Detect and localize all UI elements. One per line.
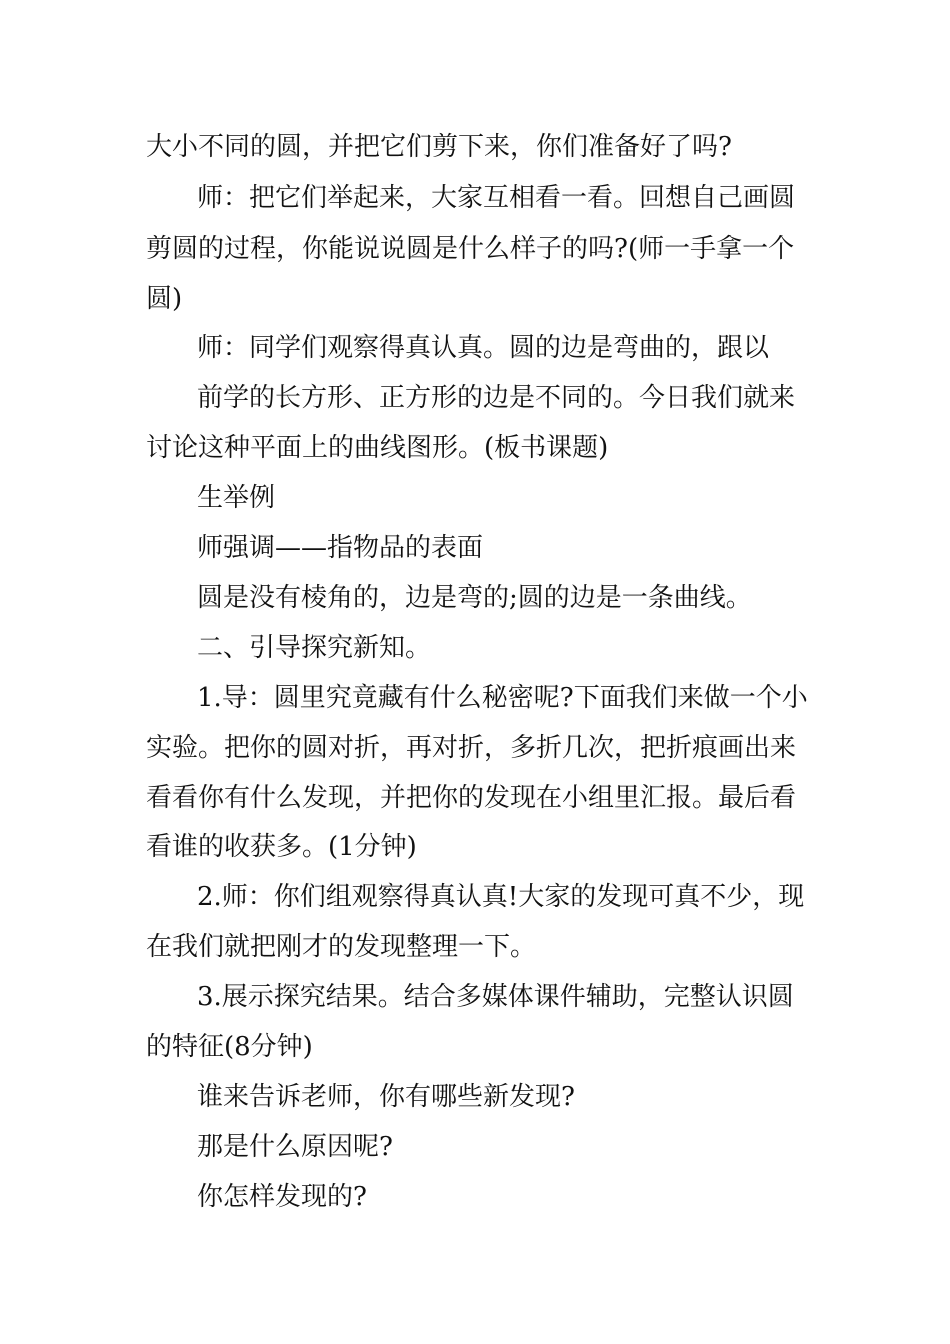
text-line: 圆是没有棱角的，边是弯的;圆的边是一条曲线。: [197, 583, 752, 613]
text-line: 剪圆的过程，你能说说圆是什么样子的吗?(师一手拿一个: [146, 234, 795, 264]
text-line: 二、引导探究新知。: [197, 633, 432, 663]
text-line: 师：同学们观察得真认真。圆的边是弯曲的，跟以: [197, 333, 770, 363]
text-line: 师强调——指物品的表面: [197, 533, 484, 563]
text-line: 3.展示探究结果。结合多媒体课件辅助，完整认识圆: [197, 982, 794, 1012]
text-line: 看谁的收获多。(1分钟): [146, 832, 417, 862]
text-line: 圆): [146, 284, 183, 314]
text-line: 看看你有什么发现，并把你的发现在小组里汇报。最后看: [146, 783, 797, 813]
text-line: 讨论这种平面上的曲线图形。(板书课题): [146, 433, 609, 463]
text-line: 前学的长方形、正方形的边是不同的。今日我们就来: [197, 383, 796, 413]
text-line: 师：把它们举起来，大家互相看一看。回想自己画圆: [197, 183, 796, 213]
text-line: 实验。把你的圆对折，再对折，多折几次，把折痕画出来: [146, 733, 797, 763]
text-line: 2.师：你们组观察得真认真!大家的发现可真不少，现: [197, 882, 805, 912]
text-line: 的特征(8分钟): [146, 1032, 313, 1062]
text-line: 你怎样发现的?: [197, 1182, 367, 1212]
text-line: 谁来告诉老师，你有哪些新发现?: [197, 1082, 575, 1112]
text-line: 生举例: [197, 483, 276, 513]
text-line: 大小不同的圆，并把它们剪下来，你们准备好了吗?: [146, 132, 732, 162]
text-line: 那是什么原因呢?: [197, 1132, 393, 1162]
text-line: 在我们就把刚才的发现整理一下。: [146, 932, 537, 962]
text-line: 1.导：圆里究竟藏有什么秘密呢?下面我们来做一个小: [197, 683, 808, 713]
